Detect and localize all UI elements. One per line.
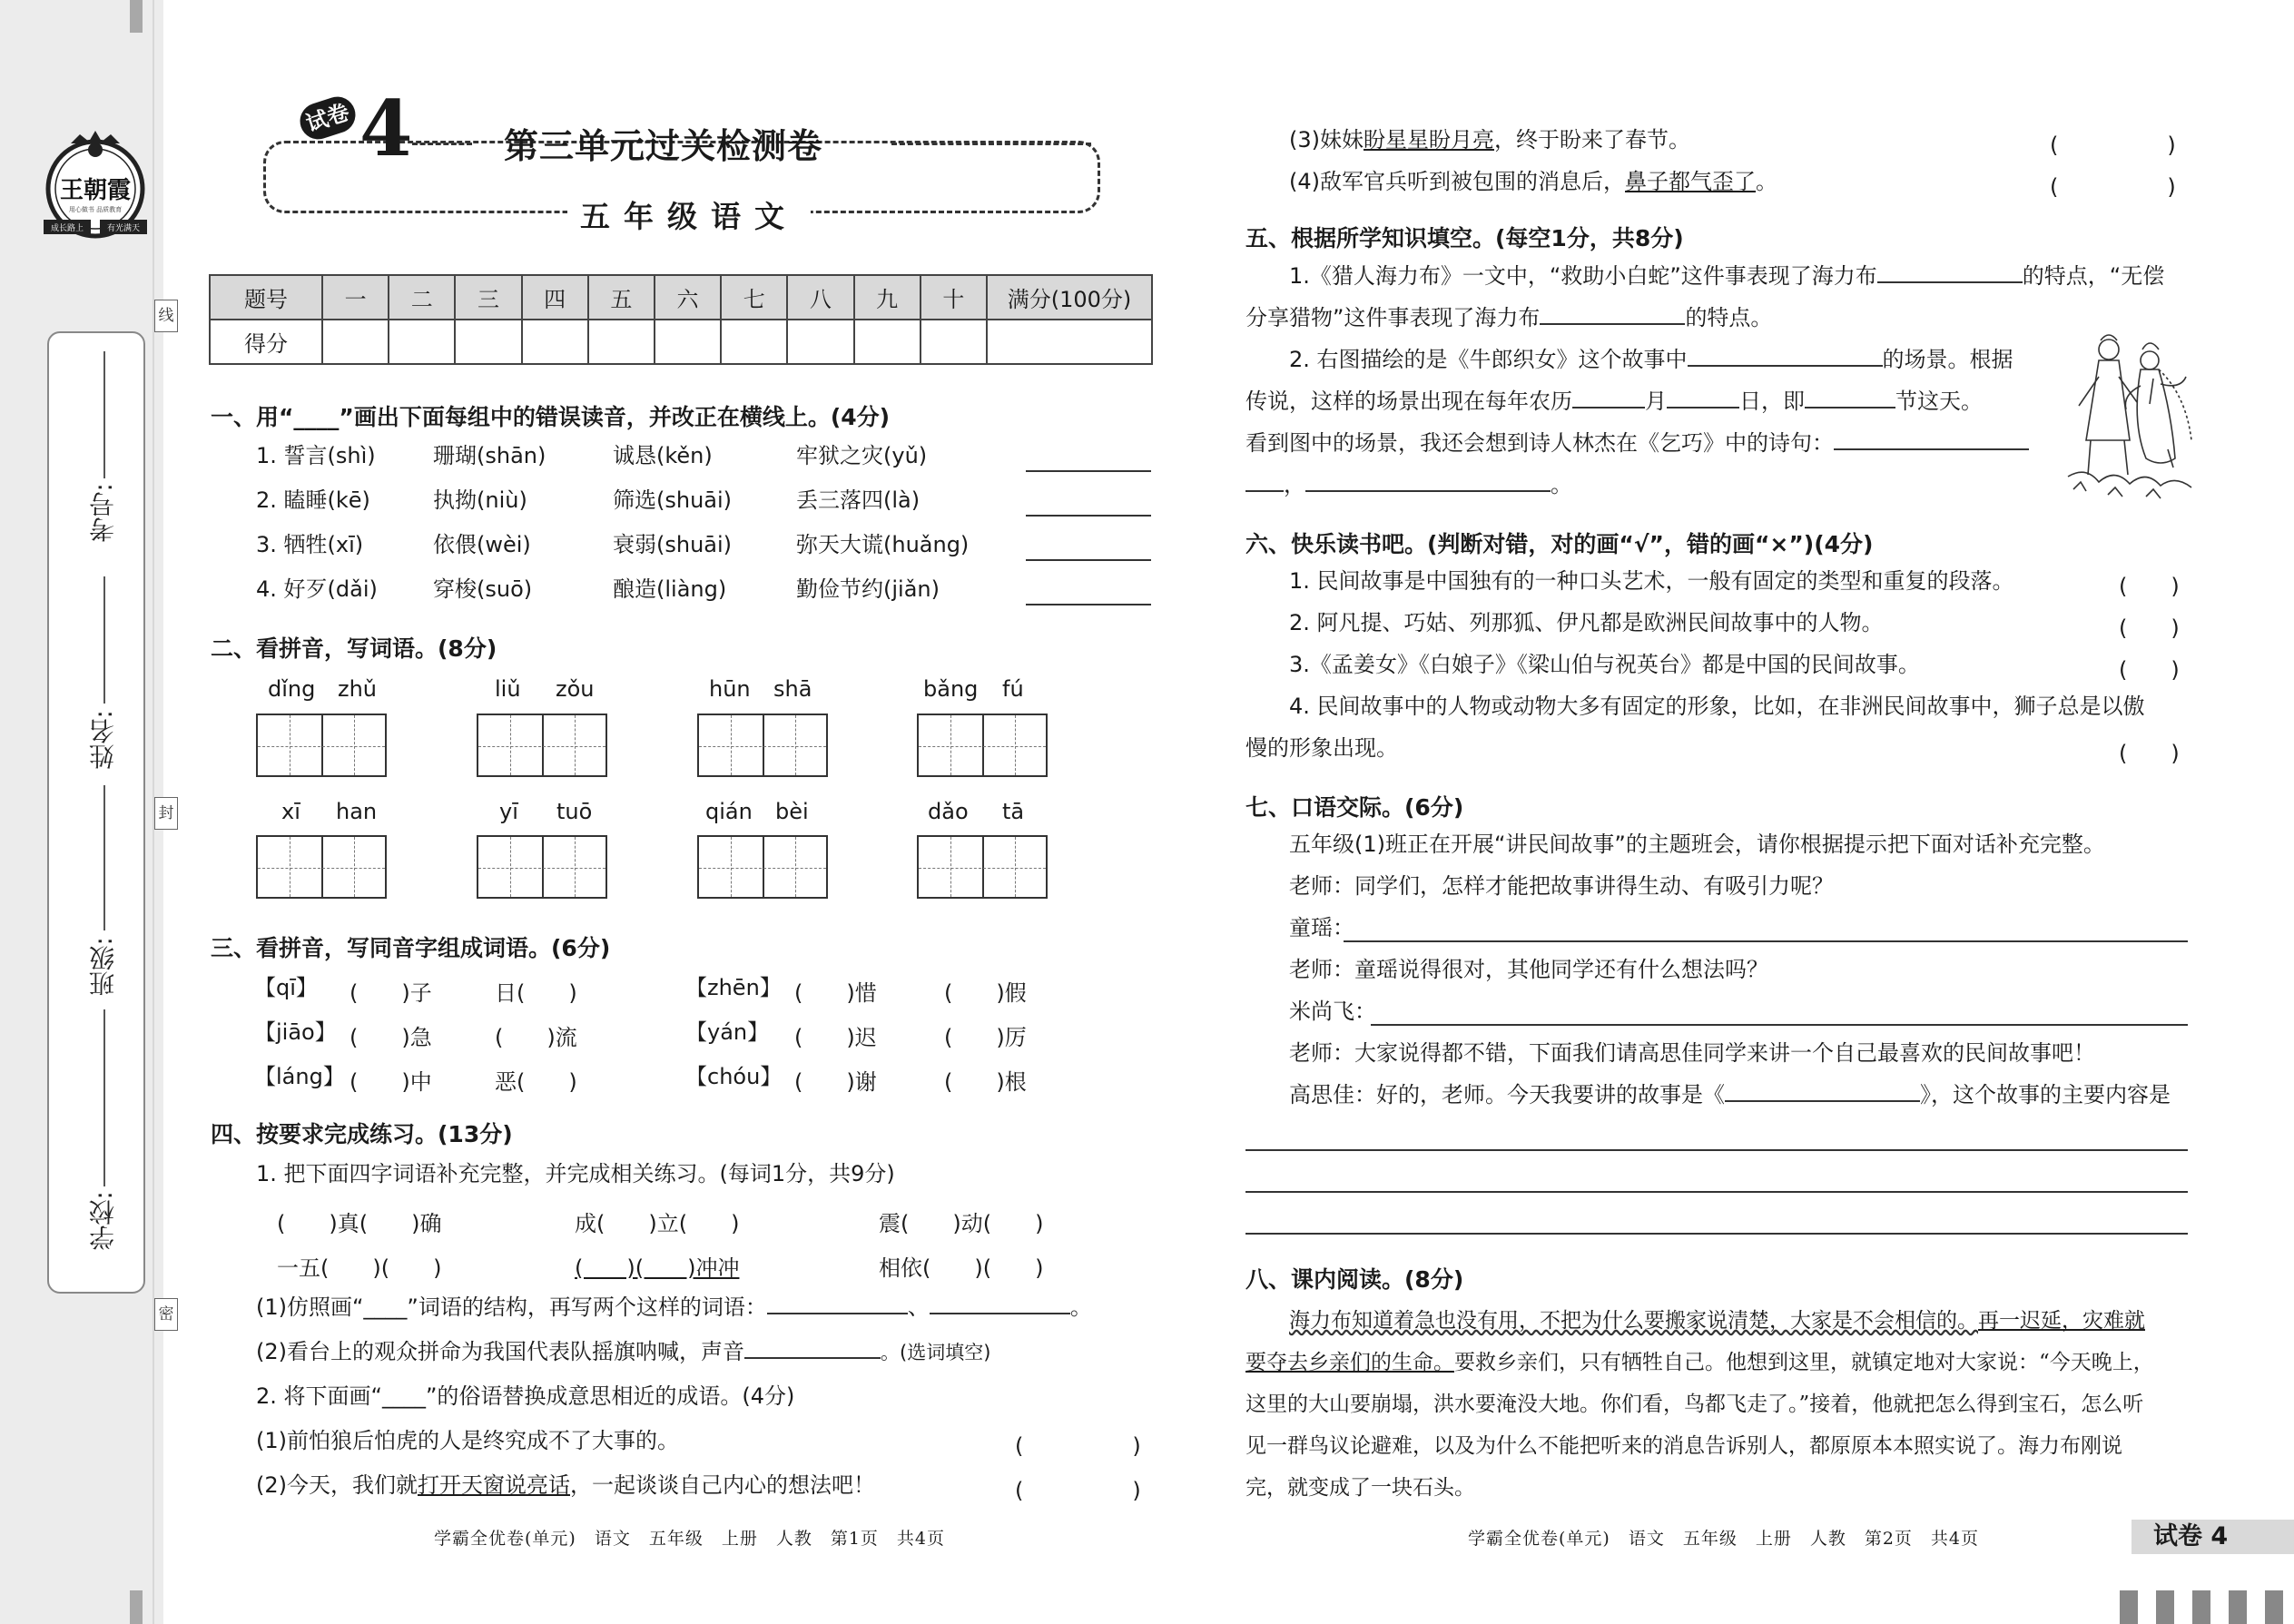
score-cell[interactable] xyxy=(987,320,1152,364)
s3-blank[interactable]: ( )子 xyxy=(350,980,432,1006)
s4-q2b xyxy=(256,1472,875,1499)
name-line[interactable] xyxy=(103,576,105,704)
score-col: 三 xyxy=(455,275,521,320)
r-q4-pre: (4)敌军官兵听到被包围的消息后， xyxy=(1289,169,1625,194)
score-table xyxy=(209,274,1153,365)
s5-q1a-text: 1.《猎人海力布》一文中，“救助小白蛇”这件事表现了海力布 xyxy=(1289,263,1877,289)
r-q4 xyxy=(1289,169,1777,195)
s2-pinyin: liǔ xyxy=(495,676,521,702)
s3-blank[interactable]: 日( ) xyxy=(495,980,577,1006)
title-dash-right xyxy=(891,143,1091,145)
score-col: 五 xyxy=(588,275,655,320)
s2-pinyin: xī xyxy=(281,799,300,824)
top-registration-mark xyxy=(130,0,143,33)
s2-pinyin: shā xyxy=(773,676,812,702)
s3-pinyin: 【láng】 xyxy=(254,1064,345,1089)
s1-row3-c: 衰弱(shuāi) xyxy=(613,532,733,557)
s4-q1b xyxy=(256,1339,990,1365)
s1-row1-b: 珊瑚(shān) xyxy=(433,443,546,468)
s7-intro: 五年级(1)班正在开展“讲民间故事”的主题班会，请你根据提示把下面对话补充完整。 xyxy=(1289,832,2105,857)
s3-blank[interactable]: ( )流 xyxy=(495,1025,577,1050)
logo-tag-left: 成长路上 xyxy=(50,224,84,233)
score-row-label: 得分 xyxy=(210,320,322,364)
s3-pinyin: 【qī】 xyxy=(254,975,318,1000)
s8-passage-line-2 xyxy=(1245,1345,2154,1375)
s7-student-3 xyxy=(1289,1082,2171,1108)
s5-q2a xyxy=(1289,347,2013,373)
s8-underlined-sentence-end: 要夺去乡亲们的生命。 xyxy=(1245,1351,1454,1374)
s1-row3-b: 依偎(wèi) xyxy=(433,532,531,557)
score-header-row xyxy=(210,275,1152,320)
s4-q2b-post: ，一起谈谈自己内心的想法吧！ xyxy=(570,1472,875,1498)
s2-pinyin: hūn xyxy=(709,676,751,702)
r-q4-phrase: 鼻子都气歪了 xyxy=(1625,169,1756,194)
score-cell[interactable] xyxy=(921,320,987,364)
s7-teacher-1: 老师：同学们，怎样才能把故事讲得生动、有吸引力呢？ xyxy=(1289,873,1834,899)
s7-summary-line-2[interactable] xyxy=(1245,1191,2188,1193)
seal-mark-mi: 密 xyxy=(154,1298,178,1331)
s2-pinyin: zhǔ xyxy=(338,676,378,702)
s5-q2a-text: 2. 右图描绘的是《牛郎织女》这个故事中 xyxy=(1289,347,1688,372)
s3-pinyin: 【chóu】 xyxy=(685,1064,783,1089)
s4-q2a: (1)前怕狼后怕虎的人是终究成不了大事的。 xyxy=(256,1428,679,1453)
r-q4-answer[interactable]: ( ) xyxy=(2050,174,2176,200)
score-col: 八 xyxy=(787,275,853,320)
score-cell[interactable] xyxy=(522,320,588,364)
section-3-title: 三、看拼音，写同音字组成词语。(6分) xyxy=(211,935,611,961)
s6-item-1: 1. 民间故事是中国独有的一种口头艺术，一般有固定的类型和重复的段落。 xyxy=(1289,568,2014,594)
s5-q2c-text: 看到图中的场景，我还会想到诗人林杰在《乞巧》中的诗句： xyxy=(1245,430,1834,456)
s4-idiom-blank-underlined[interactable]: ( )( )冲冲 xyxy=(575,1255,740,1281)
logo-brand-text: 王朝霞 xyxy=(59,177,132,204)
s5-q2b-text-4: 节这天。 xyxy=(1895,389,1983,414)
s2-writing-box[interactable] xyxy=(477,835,607,899)
s1-answer-line-2[interactable] xyxy=(1026,515,1151,517)
s5-q1b-blank[interactable] xyxy=(1540,323,1685,325)
score-col: 四 xyxy=(522,275,588,320)
section-6-title: 六、快乐读书吧。(判断对错，对的画“√”，错的画“×”)(4分) xyxy=(1245,531,1874,557)
s4-q1b-tail: 。(选词填空) xyxy=(881,1342,991,1363)
score-col: 九 xyxy=(854,275,921,320)
s4-q1a-blank-1[interactable] xyxy=(767,1313,908,1314)
s6-answer-1[interactable]: ( ) xyxy=(2119,574,2180,599)
r-q3-post: ，终于盼来了春节。 xyxy=(1494,127,1690,153)
s7-student-3-pre: 高思佳：好的，老师。今天我要讲的故事是《 xyxy=(1289,1082,1725,1107)
s7-student-2-label: 米尚飞： xyxy=(1289,999,1376,1024)
s4-q2a-answer[interactable]: ( ) xyxy=(1015,1433,1141,1459)
s1-row1-c: 诚恳(kěn) xyxy=(613,443,713,468)
s1-row4-b: 穿梭(suō) xyxy=(433,576,533,602)
s1-row2-c: 筛选(shuāi) xyxy=(613,487,733,513)
s5-q1b-text: 分享猎物”这件事表现了海力布 xyxy=(1245,305,1541,330)
title-dash-left xyxy=(412,143,472,145)
s7-story-title-blank[interactable] xyxy=(1725,1100,1920,1102)
section-7-title: 七、口语交际。(6分) xyxy=(1245,794,1464,821)
student-info-box xyxy=(47,331,145,1294)
score-col-label: 题号 xyxy=(210,275,322,320)
s8-passage-text: 要救乡亲们，只有牺牲自己。他想到这里，就镇定地对大家说：“今天晚上， xyxy=(1454,1351,2154,1374)
s1-row2-b: 执拗(niù) xyxy=(433,487,527,513)
s5-q1b-tail: 的特点。 xyxy=(1685,305,1773,330)
bottom-registration-mark xyxy=(130,1590,143,1624)
score-cell[interactable] xyxy=(588,320,655,364)
s1-row3-a: 3. 牺牲(xī) xyxy=(256,532,364,557)
s5-poem-blank-2[interactable] xyxy=(1245,490,1284,492)
s5-poem-blank-1[interactable] xyxy=(1834,448,2029,450)
s1-row1-a: 1. 誓言(shì) xyxy=(256,443,376,468)
score-col: 二 xyxy=(389,275,455,320)
brand-logo xyxy=(36,127,154,245)
exam-number-line[interactable] xyxy=(103,351,105,478)
score-col: 一 xyxy=(322,275,389,320)
s2-pinyin: bèi xyxy=(775,799,809,824)
s7-teacher-3: 老师：大家说得都不错，下面我们请高思佳同学来讲一个自己最喜欢的民间故事吧！ xyxy=(1289,1040,2095,1066)
s5-q2a-blank[interactable] xyxy=(1688,365,1883,367)
exam-number-label: 考号: xyxy=(88,483,118,543)
s2-writing-box[interactable] xyxy=(917,835,1048,899)
logo-tag-right: 有光满天 xyxy=(106,224,141,233)
footer-left: 学霸全优卷(单元) 语文 五年级 上册 人教 第1页 共4页 xyxy=(434,1529,946,1549)
s4-q2b-answer[interactable]: ( ) xyxy=(1015,1478,1141,1503)
section-5-title: 五、根据所学知识填空。(每空1分，共8分) xyxy=(1245,225,1684,251)
s1-row3-d: 弥天大谎(huǎng) xyxy=(796,532,970,557)
score-cell[interactable] xyxy=(787,320,853,364)
s4-q1a-blank-2[interactable] xyxy=(930,1313,1070,1314)
s4-q1-prompt: 1. 把下面四字词语补充完整，并完成相关练习。(每词1分，共9分) xyxy=(256,1161,895,1186)
s5-q2d xyxy=(1245,472,1572,498)
s2-writing-box[interactable] xyxy=(256,835,387,899)
s6-item-4: 4. 民间故事中的人物或动物大多有固定的形象，比如，在非洲民间故事中，狮子总是以傲 xyxy=(1289,694,2145,719)
s3-blank[interactable]: ( )厉 xyxy=(944,1025,1027,1050)
s2-pinyin: tā xyxy=(1002,799,1025,824)
s6-answer-2[interactable]: ( ) xyxy=(2119,615,2180,641)
r-q3-answer[interactable]: ( ) xyxy=(2050,133,2176,158)
s2-pinyin: qián xyxy=(705,799,753,824)
s5-poem-blank-3[interactable] xyxy=(1305,490,1551,492)
r-q3 xyxy=(1289,127,1690,153)
s1-row4-d: 勤俭节约(jiǎn) xyxy=(796,576,940,602)
s4-idiom-blank[interactable]: ( )真( )确 xyxy=(277,1211,442,1236)
s4-q1a-text: (1)仿照画“____”词语的结构，再写两个这样的词语： xyxy=(256,1294,767,1320)
school-line[interactable] xyxy=(103,1009,105,1186)
s5-q1a xyxy=(1289,263,2164,290)
score-col: 十 xyxy=(921,275,987,320)
r-q3-pre: (3)妹妹 xyxy=(1289,127,1364,153)
footer-right: 学霸全优卷(单元) 语文 五年级 上册 人教 第2页 共4页 xyxy=(1468,1529,1980,1549)
section-4-title: 四、按要求完成练习。(13分) xyxy=(211,1121,513,1147)
score-value-row xyxy=(210,320,1152,364)
exam-number: 4 xyxy=(359,84,413,173)
s8-underlined-sentence: 再一迟延，灾难就 xyxy=(1978,1309,2145,1333)
s3-blank[interactable]: ( )惜 xyxy=(794,980,877,1006)
section-8-title: 八、课内阅读。(8分) xyxy=(1245,1266,1464,1293)
s5-q2b-text-1: 传说，这样的场景出现在每年农历 xyxy=(1245,389,1572,414)
s1-answer-line-3[interactable] xyxy=(1026,559,1151,561)
s7-student-1-answer[interactable] xyxy=(1344,940,2188,942)
s2-pinyin: yī xyxy=(499,799,518,824)
s4-q1b-blank[interactable] xyxy=(744,1357,881,1359)
s3-blank[interactable]: ( )迟 xyxy=(794,1025,877,1050)
s6-item-4-cont: 慢的形象出现。 xyxy=(1245,735,1398,761)
s7-summary-line-1[interactable] xyxy=(1245,1149,2188,1151)
s7-teacher-2: 老师：童瑶说得很对，其他同学还有什么想法吗？ xyxy=(1289,957,1768,982)
score-col: 六 xyxy=(655,275,721,320)
class-line[interactable] xyxy=(103,785,105,930)
s5-q2b-text-3: 日，即 xyxy=(1739,389,1805,414)
s4-idiom-blank[interactable]: 震( )动( ) xyxy=(879,1211,1044,1236)
page-tag: 试卷 4 xyxy=(2132,1520,2294,1554)
s2-writing-box[interactable] xyxy=(917,714,1048,777)
cowherd-weaver-illustration xyxy=(2059,322,2195,504)
s3-blank[interactable]: ( )假 xyxy=(944,980,1027,1006)
s5-month-blank[interactable] xyxy=(1572,407,1645,408)
s1-answer-line-1[interactable] xyxy=(1026,470,1151,472)
bottom-stripe xyxy=(2156,1590,2174,1624)
s5-q2c xyxy=(1245,430,2029,457)
s3-pinyin: 【yán】 xyxy=(685,1019,770,1045)
s2-writing-box[interactable] xyxy=(256,714,387,777)
s2-pinyin: dǎo xyxy=(928,799,969,824)
exam-badge: 试卷 xyxy=(295,92,359,143)
s4-idiom-blank[interactable]: 一五( )( ) xyxy=(277,1255,442,1281)
seal-mark-xian: 线 xyxy=(154,300,178,332)
s6-item-3: 3.《孟姜女》《白娘子》《梁山伯与祝英台》都是中国的民间故事。 xyxy=(1289,652,1920,677)
s8-wavy-sentence: 海力布知道着急也没有用，不把为什么要搬家说清楚，大家是不会相信的。 xyxy=(1289,1309,1978,1333)
s2-pinyin: zǒu xyxy=(556,676,595,702)
r-q4-post: 。 xyxy=(1756,169,1777,194)
s2-pinyin: dǐng xyxy=(268,676,316,702)
s2-writing-box[interactable] xyxy=(477,714,607,777)
s5-q2b-text-2: 月 xyxy=(1645,389,1667,414)
s8-passage-line-3: 这里的大山要崩塌，洪水要淹没大地。你们看，鸟都飞走了。”接着，他就把怎么得到宝石，怎么听 xyxy=(1245,1393,2144,1416)
s8-passage-line-1 xyxy=(1289,1304,2145,1334)
bottom-stripe xyxy=(2192,1590,2210,1624)
s3-blank[interactable]: ( )根 xyxy=(944,1069,1027,1095)
s5-festival-blank[interactable] xyxy=(1805,407,1895,408)
s4-q2b-phrase: 打开天窗说亮话 xyxy=(418,1472,570,1498)
logo-motto-text: 用心做书 品质教育 xyxy=(68,206,123,213)
score-col-total: 满分(100分) xyxy=(987,275,1152,320)
s8-passage-line-4: 见一群鸟议论避难，以及为什么不能把听来的消息告诉别人，都原原本本照实说了。海力布刚说 xyxy=(1245,1434,2122,1458)
s6-answer-3[interactable]: ( ) xyxy=(2119,657,2180,683)
s5-q2b xyxy=(1245,389,1983,415)
score-cell[interactable] xyxy=(655,320,721,364)
s1-row4-a: 4. 好歹(dǎi) xyxy=(256,576,378,602)
class-label: 班级: xyxy=(88,937,118,997)
s3-blank[interactable]: ( )急 xyxy=(350,1025,432,1050)
s1-row2-a: 2. 瞌睡(kē) xyxy=(256,487,370,513)
bottom-stripe xyxy=(2229,1590,2247,1624)
s3-pinyin: 【zhēn】 xyxy=(685,975,782,1000)
r-q3-phrase: 盼星星盼月亮 xyxy=(1364,127,1494,153)
s1-answer-line-4[interactable] xyxy=(1026,604,1151,605)
section-2-title: 二、看拼音，写词语。(8分) xyxy=(211,635,497,662)
s1-row2-d: 丢三落四(là) xyxy=(796,487,921,513)
bottom-stripe xyxy=(2120,1590,2138,1624)
s7-student-2-answer[interactable] xyxy=(1371,1024,2188,1026)
s3-pinyin: 【jiāo】 xyxy=(254,1019,337,1045)
school-label: 学校: xyxy=(88,1191,118,1251)
page-title: 第三单元过关检测卷 xyxy=(504,126,823,166)
section-1-title: 一、用“____”画出下面每组中的错误读音，并改正在横线上。(4分) xyxy=(211,404,891,430)
s4-q2b-pre: (2)今天，我们就 xyxy=(256,1472,418,1498)
s5-q2d-comma: ， xyxy=(1284,472,1305,497)
s4-idiom-blank[interactable]: 成( )立( ) xyxy=(575,1211,740,1236)
s4-q1b-text: (2)看台上的观众拼命为我国代表队摇旗呐喊，声音 xyxy=(256,1339,744,1364)
s2-pinyin: fú xyxy=(1002,676,1024,702)
s3-blank[interactable]: ( )中 xyxy=(350,1069,432,1095)
s3-blank[interactable]: 恶( ) xyxy=(495,1069,577,1095)
s5-q1b xyxy=(1245,305,1772,331)
s4-q2-prompt: 2. 将下面画“____”的俗语替换成意思相近的成语。(4分) xyxy=(256,1383,795,1409)
s1-row1-d: 牢狱之灾(yǔ) xyxy=(796,443,928,468)
seal-mark-feng: 封 xyxy=(154,797,178,830)
name-label: 姓名: xyxy=(88,710,118,770)
s6-item-2: 2. 阿凡提、巧姑、列那狐、伊凡都是欧洲民间故事中的人物。 xyxy=(1289,610,1884,635)
s3-blank[interactable]: ( )谢 xyxy=(794,1069,877,1095)
s6-answer-4[interactable]: ( ) xyxy=(2119,741,2180,766)
s4-q1a: (1)仿照画“____”词语的结构，再写两个这样的词语： 、 。 xyxy=(256,1294,1092,1320)
s2-pinyin: han xyxy=(336,799,378,824)
s5-q2a-tail: 的场景。根据 xyxy=(1882,347,2013,372)
s4-idiom-blank[interactable]: 相依( )( ) xyxy=(879,1255,1044,1281)
bottom-stripe xyxy=(2265,1590,2283,1624)
s2-pinyin: bǎng xyxy=(923,676,979,702)
score-cell[interactable] xyxy=(322,320,389,364)
s7-student-3-post: 》，这个故事的主要内容是 xyxy=(1920,1082,2171,1107)
score-cell[interactable] xyxy=(854,320,921,364)
s7-student-1-label: 童瑶： xyxy=(1289,915,1354,940)
score-cell[interactable] xyxy=(455,320,521,364)
score-cell[interactable] xyxy=(389,320,455,364)
s1-row4-c: 酿造(liàng) xyxy=(613,576,727,602)
page-subtitle: 五年级语文 xyxy=(567,193,811,236)
s2-writing-box[interactable] xyxy=(697,835,828,899)
s2-writing-box[interactable] xyxy=(697,714,828,777)
score-col: 七 xyxy=(721,275,787,320)
s2-pinyin: tuō xyxy=(556,799,593,824)
s7-summary-line-3[interactable] xyxy=(1245,1233,2188,1235)
s5-day-blank[interactable] xyxy=(1667,407,1739,408)
s8-passage-line-5: 完，就变成了一块石头。 xyxy=(1245,1476,1475,1500)
s5-q1a-blank[interactable] xyxy=(1877,281,2023,283)
s5-q2d-period: 。 xyxy=(1551,472,1572,497)
score-cell[interactable] xyxy=(721,320,787,364)
s5-q1a-tail: 的特点，“无偿 xyxy=(2022,263,2165,289)
